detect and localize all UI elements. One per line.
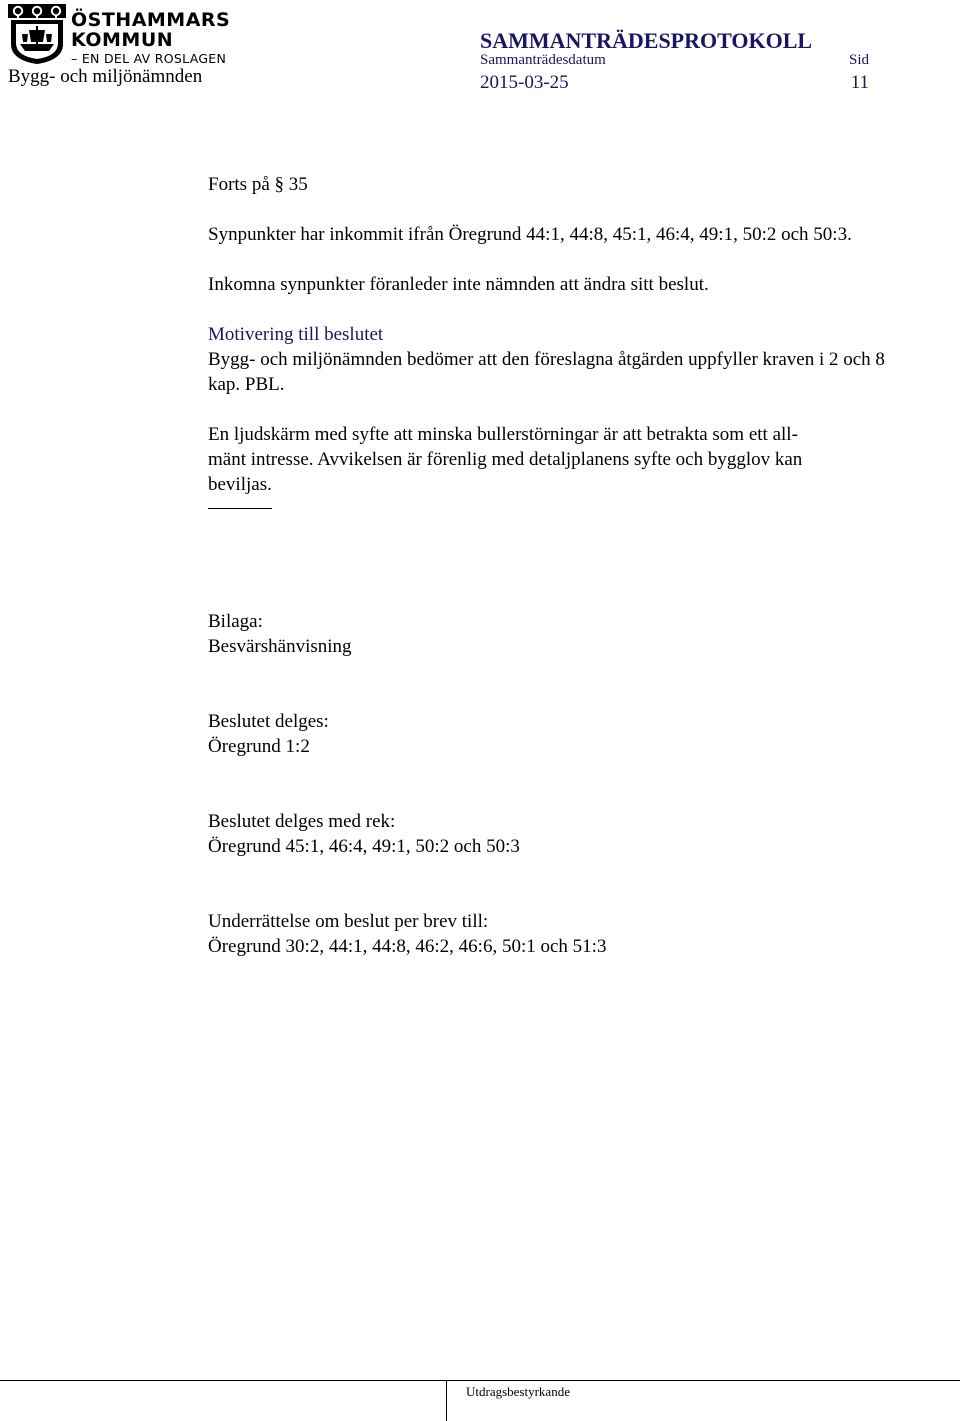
delges-rek-label: Beslutet delges med rek: [208, 811, 396, 832]
delges-label: Beslutet delges: [208, 711, 329, 732]
bilaga-value: Besvärshänvisning [208, 636, 352, 657]
motivering-text: Bygg- och miljönämnden bedömer att den föreslagna åtgärden uppfyller kraven i 2 och 8 kap. PBL. [208, 349, 885, 395]
municipal-crests-icon [8, 4, 66, 64]
bilaga-label: Bilaga: [208, 611, 263, 632]
committee-name: Bygg- och miljönämnden [8, 66, 203, 87]
municipality-logo [8, 4, 231, 66]
underrattelse-label: Underrättelse om beslut per brev till: [208, 911, 489, 932]
logo-title-line1: ÖSTHAMMARS [71, 9, 231, 31]
motivering-heading: Motivering till beslutet [208, 324, 384, 345]
continued-from-paragraph: Forts på § 35 [208, 174, 308, 195]
document-type-title: SAMMANTRÄDESPROTOKOLL [480, 28, 813, 53]
delges-value: Öregrund 1:2 [208, 736, 310, 757]
ljudskarm-line2: mänt intresse. Avvikelsen är förenlig med detaljplanens syfte och bygglov kan [208, 449, 803, 470]
underrattelse-value: Öregrund 30:2, 44:1, 44:8, 46:2, 46:6, 50:1 och 51:3 [208, 936, 607, 957]
logo-tagline: – EN DEL AV ROSLAGEN [71, 51, 227, 66]
footer-vertical-divider [446, 1380, 447, 1421]
synpunkter-paragraph: Synpunkter har inkommit ifrån Öregrund 44:1, 44:8, 45:1, 46:4, 49:1, 50:2 och 50:3. [208, 224, 852, 245]
ljudskarm-line1: En ljudskärm med syfte att minska bullerstörningar är att betrakta som ett all- [208, 424, 798, 445]
page-number-value: 11 [850, 72, 869, 93]
footer-divider [0, 1380, 960, 1381]
delges-rek-value: Öregrund 45:1, 46:4, 49:1, 50:2 och 50:3 [208, 836, 520, 857]
meeting-date-label: Sammanträdesdatum [480, 52, 606, 68]
document-body [208, 172, 920, 959]
section-divider [208, 508, 272, 509]
meeting-date-value: 2015-03-25 [480, 72, 569, 93]
page-number-label: Sid [848, 52, 869, 68]
logo-title-line2: KOMMUN [71, 29, 174, 51]
inkomna-paragraph: Inkomna synpunkter föranleder inte nämnden att ändra sitt beslut. [208, 274, 709, 295]
ljudskarm-line3: beviljas. [208, 474, 272, 495]
certification-label: Utdragsbestyrkande [466, 1384, 570, 1399]
